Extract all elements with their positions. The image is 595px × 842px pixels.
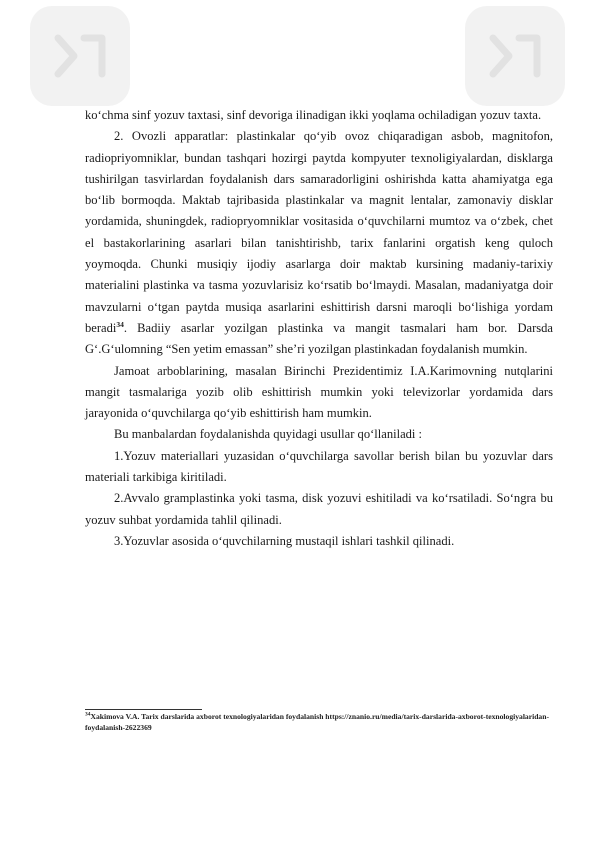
footnote-text: Xakimova V.A. Tarix darslarida axborot texnologiyalaridan foydalanish https://znanio.ru/media/tarix-darslarida-axborot-texnologiyalaridan-foydalanish-2622369 [85, 712, 549, 732]
list-item-method-1: 1.Yozuv materiallari yuzasidan o‘quvchilarga savollar berish bilan bu yozuvlar dars materiali tarkibiga kiritiladi. [85, 448, 553, 485]
footnote [85, 712, 553, 733]
footnote-number: 34 [85, 711, 91, 718]
paragraph-continuation: ko‘chma sinf yozuv taxtasi, sinf devoriga ilinadigan ikki yoqlama ochiladigan yozuv taxta. [85, 108, 542, 122]
logo-watermark-icon [483, 24, 547, 88]
document-body [85, 105, 553, 552]
list-item-method-2: 2.Avvalo gramplastinka yoki tasma, disk yozuvi eshitiladi va ko‘rsatiladi. So‘ngra bu yozuv suhbat yordamida tahlil qilinadi. [85, 491, 553, 527]
paragraph-public-figures: Jamoat arboblarining, masalan Birinchi Prezidentimiz I.A.Karimovning nutqlarini mangit tasmalariga yozib olib eshittirish mumkin yoki televizorlar yordamida dars jarayonida o‘quvchilarga qo‘yib eshittirish ham mumkin. [85, 363, 553, 421]
paragraph-methods-intro: Bu manbalardan foydalanishda quyidagi usullar qo‘llaniladi : [114, 427, 423, 442]
paragraph-audio-devices [85, 126, 553, 360]
watermark-logo-left [30, 6, 130, 106]
paragraph-text-after: . Badiiy asarlar yozilgan plastinka va mangit tasmalari ham bor. Darsda G‘.G‘ulomning “Sen yetim emassan” she’ri yozilgan plastinkadan foydalanish mumkin. [85, 320, 553, 357]
footnote-divider [85, 709, 202, 710]
watermark-logo-right [465, 6, 565, 106]
logo-watermark-icon [48, 24, 112, 88]
paragraph-text: 2. Ovozli apparatlar: plastinkalar qo‘yib ovoz chiqaradigan asbob, magnitofon, radiopriyomniklar, bundan tashqari hozirgi paytda kompyuter texnoligiyalardan, disklarga tushirilgan tasvirlardan foydalanish dars samaradorligini oshirishda katta ahamiyatga ega bo‘lib bormoqda. Maktab tajribasida plastinkalar va magnit lentalar, zamonaviy disklar yordamida, shuningdek, radiopryomniklar vositasida o‘quvchilarni mumtoz va o‘zbek, chet el bastakorlarining asarlari bilan tanishtirishb, tarix fanlarini orgatish keng quloch yoymoqda. Chunki musiqiy ijodiy asarlarga doir maktab kursining madaniy-tarixiy materialini plastinka va tasma yozuvlarisiz ko‘rsatib bo‘lmaydi. Masalan, madaniyatga doir mavzularni o‘tgan paytda musiqa asarlarini eshittirish darsni maroqli bo‘lishiga yordam beradi [85, 129, 553, 335]
list-item-method-3: 3.Yozuvlar asosida o‘quvchilarning mustaqil ishlari tashkil qilinadi. [114, 533, 455, 548]
footnote-ref[interactable]: 34 [116, 319, 124, 329]
